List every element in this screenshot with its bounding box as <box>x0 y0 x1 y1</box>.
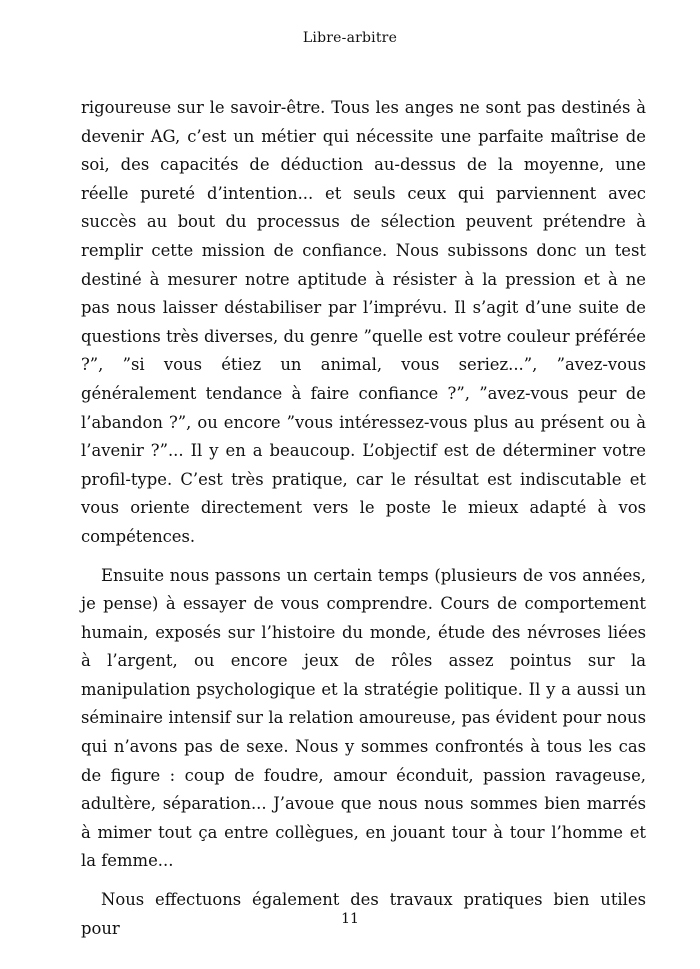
paragraph-2: Ensuite nous passons un certain temps (plusieurs de vos années, je pense) à essayer de vous comprendre. Cours de comportement humain, exposés sur l’histoire du monde, étude des névroses liées à l’argent, ou encore jeux de rôles assez pointus sur la manipulation psychologique et la stratégie politique. Il y a aussi un séminaire intensif sur la relation amoureuse, pas évident pour nous qui n’avons pas de sexe. Nous y sommes confrontés à tous les cas de figure : coup de foudre, amour éconduit, passion ravageuse, adultère, séparation... J’avoue que nous nous sommes bien marrés à mimer tout ça entre collègues, en jouant tour à tour l’homme et la femme... <box>81 565 646 871</box>
running-header: Libre-arbitre <box>302 30 398 46</box>
paragraph-3: Nous effectuons également des travaux pratiques bien utiles pour <box>81 890 646 938</box>
paragraph-1: rigoureuse sur le savoir-être. Tous les anges ne sont pas destinés à devenir AG, c’est un métier qui nécessite une parfaite maîtrise de soi, des capacités de déduction au-dessus de la moyenne, une réelle pureté d’intention... et seuls ceux qui parviennent avec succès au bout du processus de sélection peuvent prétendre à remplir cette mission de confiance. Nous subissons donc un test destiné à mesurer notre aptitude à résister à la pression et à ne pas nous laisser déstabiliser par l’imprévu. Il s’agit d’une suite de questions très diverses, du genre ”quelle est votre couleur préférée ?”, ”si vous étiez un animal, vous seriez...”, ”avez-vous généralement tendance à faire confiance ?”, ”avez-vous peur de l’abandon ?”, ou encore ”vous intéressez-vous plus au présent ou à l’avenir ?”... Il y en a beaucoup. L’objectif est de déterminer votre profil-type. C’est très pratique, car le résultat est indiscutable et vous oriente directement vers le poste le mieux adapté à vos compétences. <box>81 98 646 546</box>
body-text <box>81 94 646 953</box>
page-number: 11 <box>341 911 359 927</box>
